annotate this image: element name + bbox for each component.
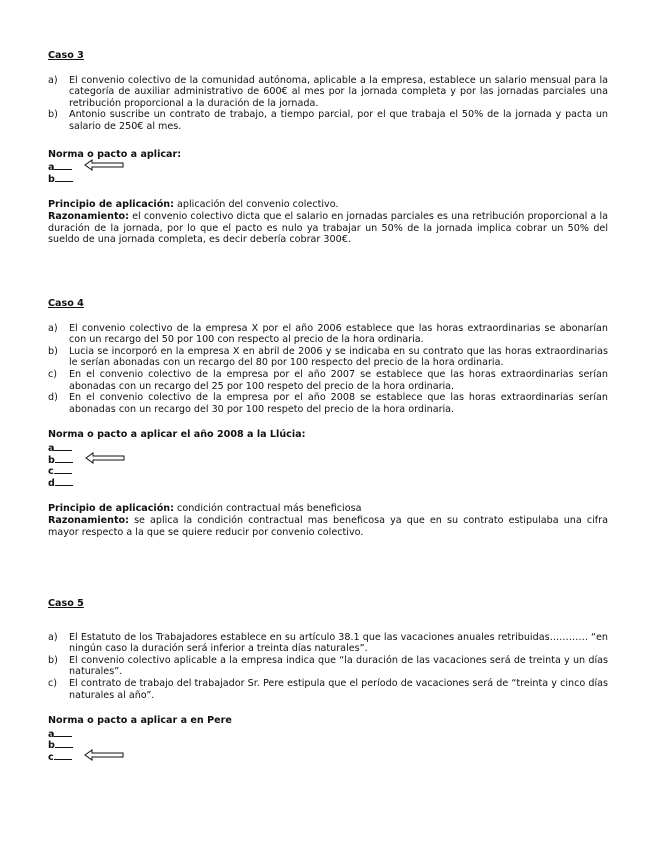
case-4-item-b: b) Lucia se incorporó en la empresa X en abril de 2006 y se indicaba en su contrato que las horas extraordinarias le serían abonadas con un recargo del 80 por 100 respecto del precio de la hora ordinaria. xyxy=(48,345,608,369)
case-3-items xyxy=(48,75,608,133)
case-5-norma-title: Norma o pacto a aplicar a en Pere xyxy=(48,715,232,727)
case-4-norma-title: Norma o pacto a aplicar el año 2008 a la Llúcia: xyxy=(48,429,306,441)
option-b[interactable]: b xyxy=(48,738,608,750)
case-3-principio: Principio de aplicación: aplicación del convenio colectivo. xyxy=(48,199,339,211)
case-4-items xyxy=(48,323,608,416)
option-a[interactable]: a xyxy=(48,160,608,172)
case-5-item-b: b) El convenio colectivo aplicable a la empresa indica que “la duración de las vacaciones será de treinta y un días naturales”. xyxy=(48,654,608,678)
case-4-principio: Principio de aplicación: condición contractual más beneficiosa xyxy=(48,503,362,515)
left-arrow-icon xyxy=(84,749,124,761)
case-4-options xyxy=(48,441,608,487)
option-c[interactable]: c xyxy=(48,750,608,762)
case-5-title: Caso 5 xyxy=(48,598,84,609)
case-4-item-c: c) En el convenio colectivo de la empresa por el año 2007 se establece que las horas extraordinarias serían abonadas con un recargo del 25 por 100 respeto del precio de la hora ordinaria. xyxy=(48,368,608,392)
case-3-razonamiento: Razonamiento: el convenio colectivo dicta que el salario en jornadas parciales es una retribución proporcional a la duración de la jornada, por lo que el pacto es nulo ya trabajar un 50% de la jornada implica cobrar un 50% del sueldo de una jornada completa, es decir debería cobrar 300€. xyxy=(48,210,608,246)
case-4-section xyxy=(48,298,608,538)
left-arrow-icon xyxy=(84,159,124,171)
left-arrow-icon xyxy=(85,452,125,464)
case-5-item-a: a) El Estatuto de los Trabajadores establece en su artículo 38.1 que las vacaciones anuales retribuidas………… “en ningún caso la duración será inferior a treinta días naturales”. xyxy=(48,631,608,655)
case-4-item-a: a) El convenio colectivo de la empresa X por el año 2006 establece que las horas extraordinarias se abonarían con un recargo del 50 por 100 con respecto al precio de la hora ordinaria. xyxy=(48,322,608,346)
case-5-section xyxy=(48,598,608,762)
case-3-item-a: a) El convenio colectivo de la comunidad autónoma, aplicable a la empresa, establece un salario mensual para la categoría de auxiliar administrativo de 600€ al mes por la jornada completa y por las jornadas parciales una retribución proporcional a la duración de la jornada. xyxy=(48,74,608,109)
case-5-items xyxy=(48,632,608,702)
case-3-title: Caso 3 xyxy=(48,50,84,61)
option-d[interactable]: d xyxy=(48,476,608,488)
case-5-item-c: c) El contrato de trabajo del trabajador Sr. Pere estipula que el período de vacaciones será de “treinta y cinco días naturales al año”. xyxy=(48,677,608,701)
case-5-options xyxy=(48,727,608,762)
option-c[interactable]: c xyxy=(48,464,608,476)
option-a[interactable]: a xyxy=(48,441,608,453)
case-4-item-d: d) En el convenio colectivo de la empresa por el año 2008 se establece que las horas extraordinarias serían abonadas con un recargo del 30 por 100 respeto del precio de la hora ordinaria. xyxy=(48,392,608,415)
case-4-title: Caso 4 xyxy=(48,298,84,309)
case-3-item-b: b) Antonio suscribe un contrato de trabajo, a tiempo parcial, por el que trabaja el 50% de la jornada y pacta un salario de 250€ al mes. xyxy=(48,109,608,132)
case-3-options xyxy=(48,160,608,183)
option-a[interactable]: a xyxy=(48,727,608,739)
case-3-norma-title: Norma o pacto a aplicar: xyxy=(48,148,182,160)
case-4-razonamiento: Razonamiento: se aplica la condición contractual mas beneficosa ya que en su contrato estipulaba una cifra mayor respecto a la que se quiere reducir por convenio colectivo. xyxy=(48,514,608,538)
case-3-section xyxy=(48,50,608,246)
option-b[interactable]: b xyxy=(48,453,608,465)
option-b[interactable]: b xyxy=(48,172,608,184)
